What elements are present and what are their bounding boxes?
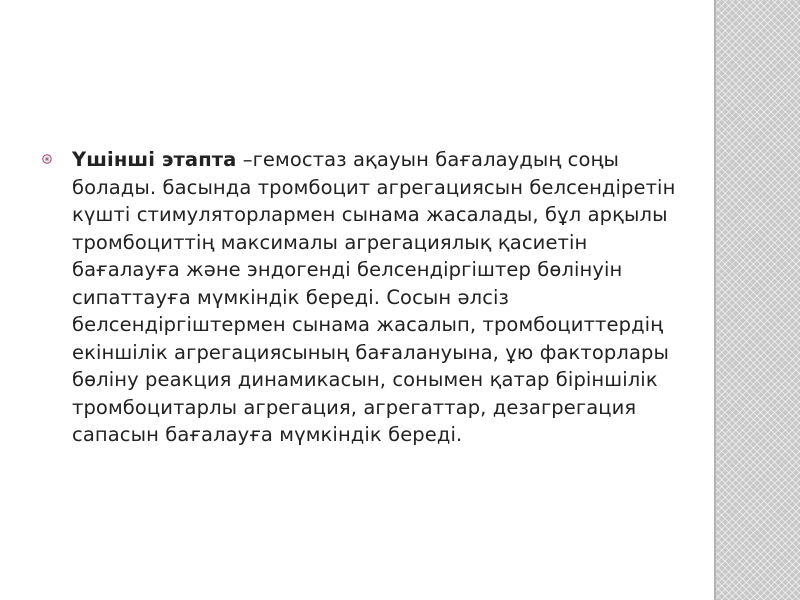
bullet-item xyxy=(42,146,692,449)
slide-content xyxy=(42,146,692,449)
paragraph-text: –гемостаз ақауын бағалаудың соңы болады. басында тромбоцит агрегациясын белсендіретін күшті стимуляторлармен сынама жасалады, бұл арқылы тромбоциттің максималы агрегациялық қасиетін бағалауға және эндогенді белсендіргіштер бөлінуін сипаттауға мүмкіндік береді. Сосын әлсіз белсендіргіштермен сынама жасалып, тромбоциттердің екіншілік агрегациясының бағалануына, ұю факторлары бөліну реакция динамикасын, сонымен қатар біріншілік тромбоцитарлы агрегация, агрегаттар, дезагрегация сапасын бағалауға мүмкіндік береді. xyxy=(72,148,676,446)
circle-bullet-icon xyxy=(42,154,52,164)
bullet-paragraph xyxy=(72,146,692,449)
paragraph-lead: Үшінші этапта xyxy=(72,148,237,171)
decorative-side-band xyxy=(714,0,800,600)
